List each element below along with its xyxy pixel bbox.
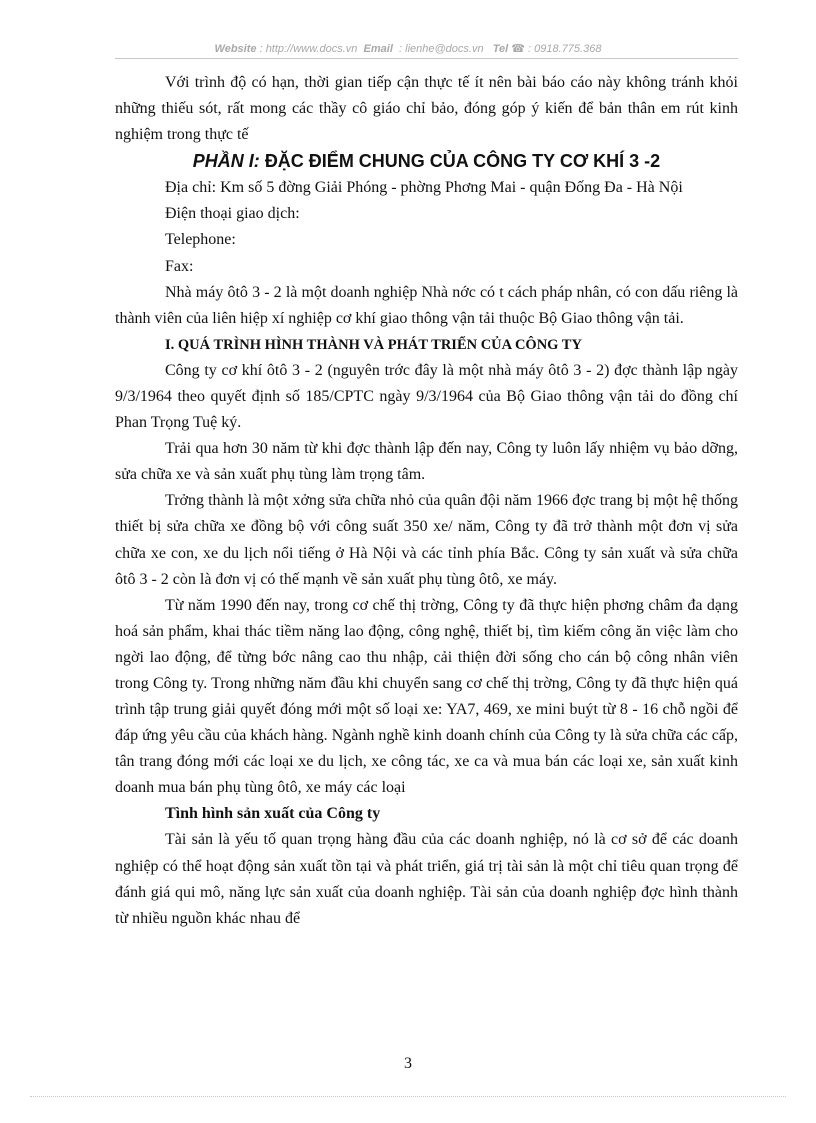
part-title-number: PHẦN I: <box>192 151 260 172</box>
history-paragraph-1: Công ty cơ khí ôtô 3 - 2 (nguyên trớc đây là một nhà máy ôtô 3 - 2) đợc thành lập ngày 9/3/1964 theo quyết định số 185/CPTC ngày 9/3/1964 của Bộ Giao thông vận tải do đồng chí Phan Trọng Tuệ ký. <box>115 361 738 432</box>
fax-line: Fax: <box>165 257 194 275</box>
history-paragraph-2: Trải qua hơn 30 năm từ khi đợc thành lập đến nay, Công ty luôn lấy nhiệm vụ bảo dỡng, sửa chữa xe và sản xuất phụ tùng làm trọng tâm. <box>115 440 738 484</box>
tel-label: Tel <box>492 43 509 55</box>
history-paragraph-4: Từ năm 1990 đến nay, trong cơ chế thị trờng, Công ty đã thực hiện phơng châm đa dạng hoá sản phẩm, khai thác tiềm năng lao động, công nghệ, thiết bị, tìm kiếm công ăn việc làm cho ngời lao động, để từng bớc nâng cao thu nhập, cải thiện đời sống cho cán bộ công nhân viên trong Công ty. Trong những năm đầu khi chuyển sang cơ chế thị trờng, Công ty đã thực hiện quá trình tập trung giải quyết đóng mới một số loại xe: YA7, 469, xe mini buýt từ 8 - 16 chỗ ngồi để đáp ứng yêu cầu của khách hàng. Ngành nghề kinh doanh chính của Công ty là sửa chữa các cấp, tân trang đóng mới các loại xe du lịch, xe công tác, xe ca và mua bán các loại xe, sản xuất kinh doanh mua bán phụ tùng ôtô, xe máy các loại <box>115 596 738 797</box>
document-body <box>115 70 738 932</box>
tel-value: ☎ : 0918.775.368 <box>511 43 602 55</box>
production-paragraph-1: Tài sản là yếu tố quan trọng hàng đầu của các doanh nghiệp, nó là cơ sở để các doanh nghiệp có thể hoạt động sản xuất tồn tại và phát triển, giá trị tài sản là một chỉ tiêu quan trọng để đánh giá qui mô, năng lực sản xuất của doanh nghiệp. Tài sản của doanh nghiệp đợc hình thành từ nhiều nguồn khác nhau để <box>115 831 738 927</box>
phone-line: Điện thoại giao dịch: <box>165 205 300 223</box>
email-value: : lienhe@docs.vn <box>399 43 484 55</box>
section-heading: I. QUÁ TRÌNH HÌNH THÀNH VÀ PHÁT TRIỂN CỦA CÔNG TY <box>165 336 582 353</box>
part-title-text: ĐẶC ĐIỂM CHUNG CỦA CÔNG TY CƠ KHÍ 3 -2 <box>264 151 661 172</box>
history-paragraph-3: Trởng thành là một xởng sửa chữa nhỏ của quân đội năm 1966 đợc trang bị một hệ thống thiết bị sửa chữa xe đồng bộ với công suất 350 xe/ năm, Công ty đã trở thành một đơn vị sửa chữa xe con, xe du lịch nổi tiếng ở Hà Nội và các tỉnh phía Bắc. Công ty sản xuất và sửa chữa ôtô 3 - 2 còn là đơn vị có thế mạnh về sản xuất phụ tùng ôtô, xe máy. <box>115 492 738 588</box>
telephone-line: Telephone: <box>165 231 236 249</box>
page-number: 3 <box>404 1055 412 1072</box>
company-intro-paragraph: Nhà máy ôtô 3 - 2 là một doanh nghiệp Nhà nớc có t cách pháp nhân, có con dấu riêng là thành viên của liên hiệp xí nghiệp cơ khí giao thông vận tải thuộc Bộ Giao thông vận tải. <box>115 283 738 327</box>
header-divider <box>115 58 738 59</box>
intro-paragraph: Với trình độ có hạn, thời gian tiếp cận thực tế ít nên bài báo cáo này không tránh khỏi những thiếu sót, rất mong các thầy cô giáo chỉ bảo, đóng góp ý kiến để bản thân em rút kinh nghiệm trong thực tế <box>115 74 738 144</box>
website-value: : http://www.docs.vn <box>259 43 358 55</box>
page-header <box>0 42 816 55</box>
address-paragraph: Địa chỉ: Km số 5 đờng Giải Phóng - phờng Phơng Mai - quận Đống Đa - Hà Nội <box>165 179 683 197</box>
website-label: Website <box>214 43 257 55</box>
sub-heading: Tình hình sản xuất của Công ty <box>165 805 381 823</box>
part-title <box>115 148 738 175</box>
email-label: Email <box>363 43 393 55</box>
footer-divider <box>30 1096 786 1097</box>
